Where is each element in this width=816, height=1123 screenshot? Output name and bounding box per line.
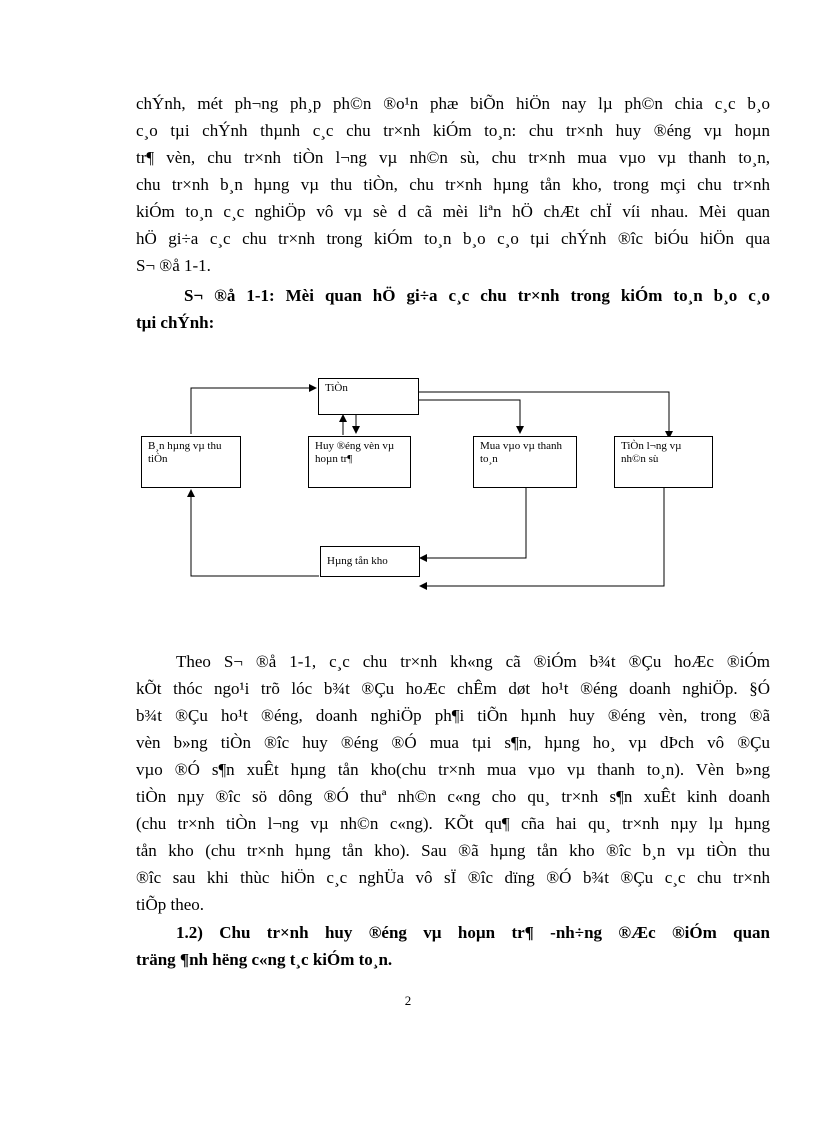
intro-line: hÖ gi÷a c¸c chu tr×nh trong kiÓm to¸n b¸o c¸o tµi chÝnh ®îc biÓu hiÖn qua <box>136 229 770 248</box>
body-line: b¾t ®Çu ho¹t ®éng, doanh nghiÖp ph¶i tiÕn hµnh huy ®éng vèn, trong ®ã <box>136 706 770 725</box>
intro-line: c¸o tµi chÝnh thµnh c¸c chu tr×nh kiÓm to¸n: chu tr×nh huy ®éng vµ hoµn <box>136 121 770 140</box>
caption-line: tµi chÝnh: <box>136 313 215 332</box>
body-line: vµo ®Ó s¶n xuÊt hµng tån kho(chu tr×nh mua vµo vµ thanh to¸n). Vèn b»ng <box>136 760 770 779</box>
intro-line: tr¶ vèn, chu tr×nh tiÒn l¬ng vµ nh©n sù, chu tr×nh mua vµo vµ thanh to¸n, <box>136 148 770 167</box>
intro-line: chÝnh, mét ph¬ng ph¸p ph©n ®o¹n phæ biÕn hiÖn nay lµ ph©n chia c¸c b¸o <box>136 94 770 113</box>
page-number: 2 <box>404 993 412 1008</box>
node-hang-ton-kho-label: Hµng tån kho <box>327 555 388 567</box>
arrow-tien-to-mua-vao <box>418 400 520 433</box>
body-line: tiÕp theo. <box>136 895 204 914</box>
body-line: vèn b»ng tiÒn ®îc huy ®éng ®Ó mua tµi s¶n, hµng ho¸ vµ dÞch vô ®Çu <box>136 733 770 752</box>
node-huy-dong-label: Huy ®éng vèn vµ hoµn tr¶ <box>315 440 395 465</box>
body-line: (chu tr×nh tiÒn l¬ng vµ nh©n c«ng). KÕt qu¶ cña hai qu¸ tr×nh nµy lµ hµng <box>136 814 770 833</box>
arrow-tien-luong-to-hang-ton-kho <box>420 487 664 586</box>
node-tien-label: TiÒn <box>325 382 348 394</box>
intro-line: chu tr×nh b¸n hµng vµ thu tiÒn, chu tr×nh hµng tån kho, trong mçi chu tr×nh <box>136 175 770 194</box>
node-mua-vao-label: Mua vµo vµ thanh to¸n <box>480 440 563 465</box>
section-heading-line: träng ¶nh hëng c«ng t¸c kiÓm to¸n. <box>136 950 393 969</box>
node-huy-dong <box>308 436 411 488</box>
body-paragraph <box>136 648 770 918</box>
arrow-ban-hang-to-tien <box>191 388 316 434</box>
arrow-mua-vao-to-hang-ton-kho <box>420 487 526 558</box>
body-line: tån kho (chu tr×nh hµng tån kho). Sau ®ã hµng tån kho ®îc b¸n vµ tiÒn thu <box>136 841 770 860</box>
intro-line: S¬ ®å 1-1. <box>136 256 211 275</box>
node-tien <box>318 378 419 415</box>
body-line: Theo S¬ ®å 1-1, c¸c chu tr×nh kh«ng cã ®iÓm b¾t ®Çu hoÆc ®iÓm <box>176 652 770 671</box>
body-line: ®îc sau khi thùc hiÖn c¸c nghÜa vô sÏ ®îc dïng ®Ó b¾t ®Çu c¸c chu tr×nh <box>136 868 770 887</box>
node-mua-vao <box>473 436 577 488</box>
node-tien-luong-label: TiÒn l¬ng vµ nh©n sù <box>621 440 682 465</box>
body-line: tiÒn nµy ®îc sö dông ®Ó thuª nh©n c«ng cho qu¸ tr×nh s¶n xuÊt kinh doanh <box>136 787 770 806</box>
section-heading <box>136 919 770 973</box>
arrow-hang-ton-kho-to-ban-hang <box>191 490 319 576</box>
intro-line: kiÓm to¸n c¸c nghiÖp vô vµ sè d cã mèi liªn hÖ chÆt chÏ víi nhau. Mèi quan <box>136 202 770 221</box>
caption-line: S¬ ®å 1-1: Mèi quan hÖ gi÷a c¸c chu tr×nh trong kiÓm to¸n b¸o c¸o <box>184 286 770 305</box>
node-ban-hang <box>141 436 241 488</box>
body-line: kÕt thóc ngo¹i trõ lóc b¾t ®Çu hoÆc chÊm døt ho¹t ®éng doanh nghiÖp. §Ó <box>136 679 770 698</box>
node-tien-luong <box>614 436 713 488</box>
section-heading-line: 1.2) Chu tr×nh huy ®éng vµ hoµn tr¶ -nh÷ng ®Æc ®iÓm quan <box>176 923 770 942</box>
arrow-tien-to-tien-luong <box>418 392 669 438</box>
node-ban-hang-label: B¸n hµng vµ thu tiÒn <box>148 440 222 465</box>
node-hang-ton-kho <box>320 546 420 577</box>
